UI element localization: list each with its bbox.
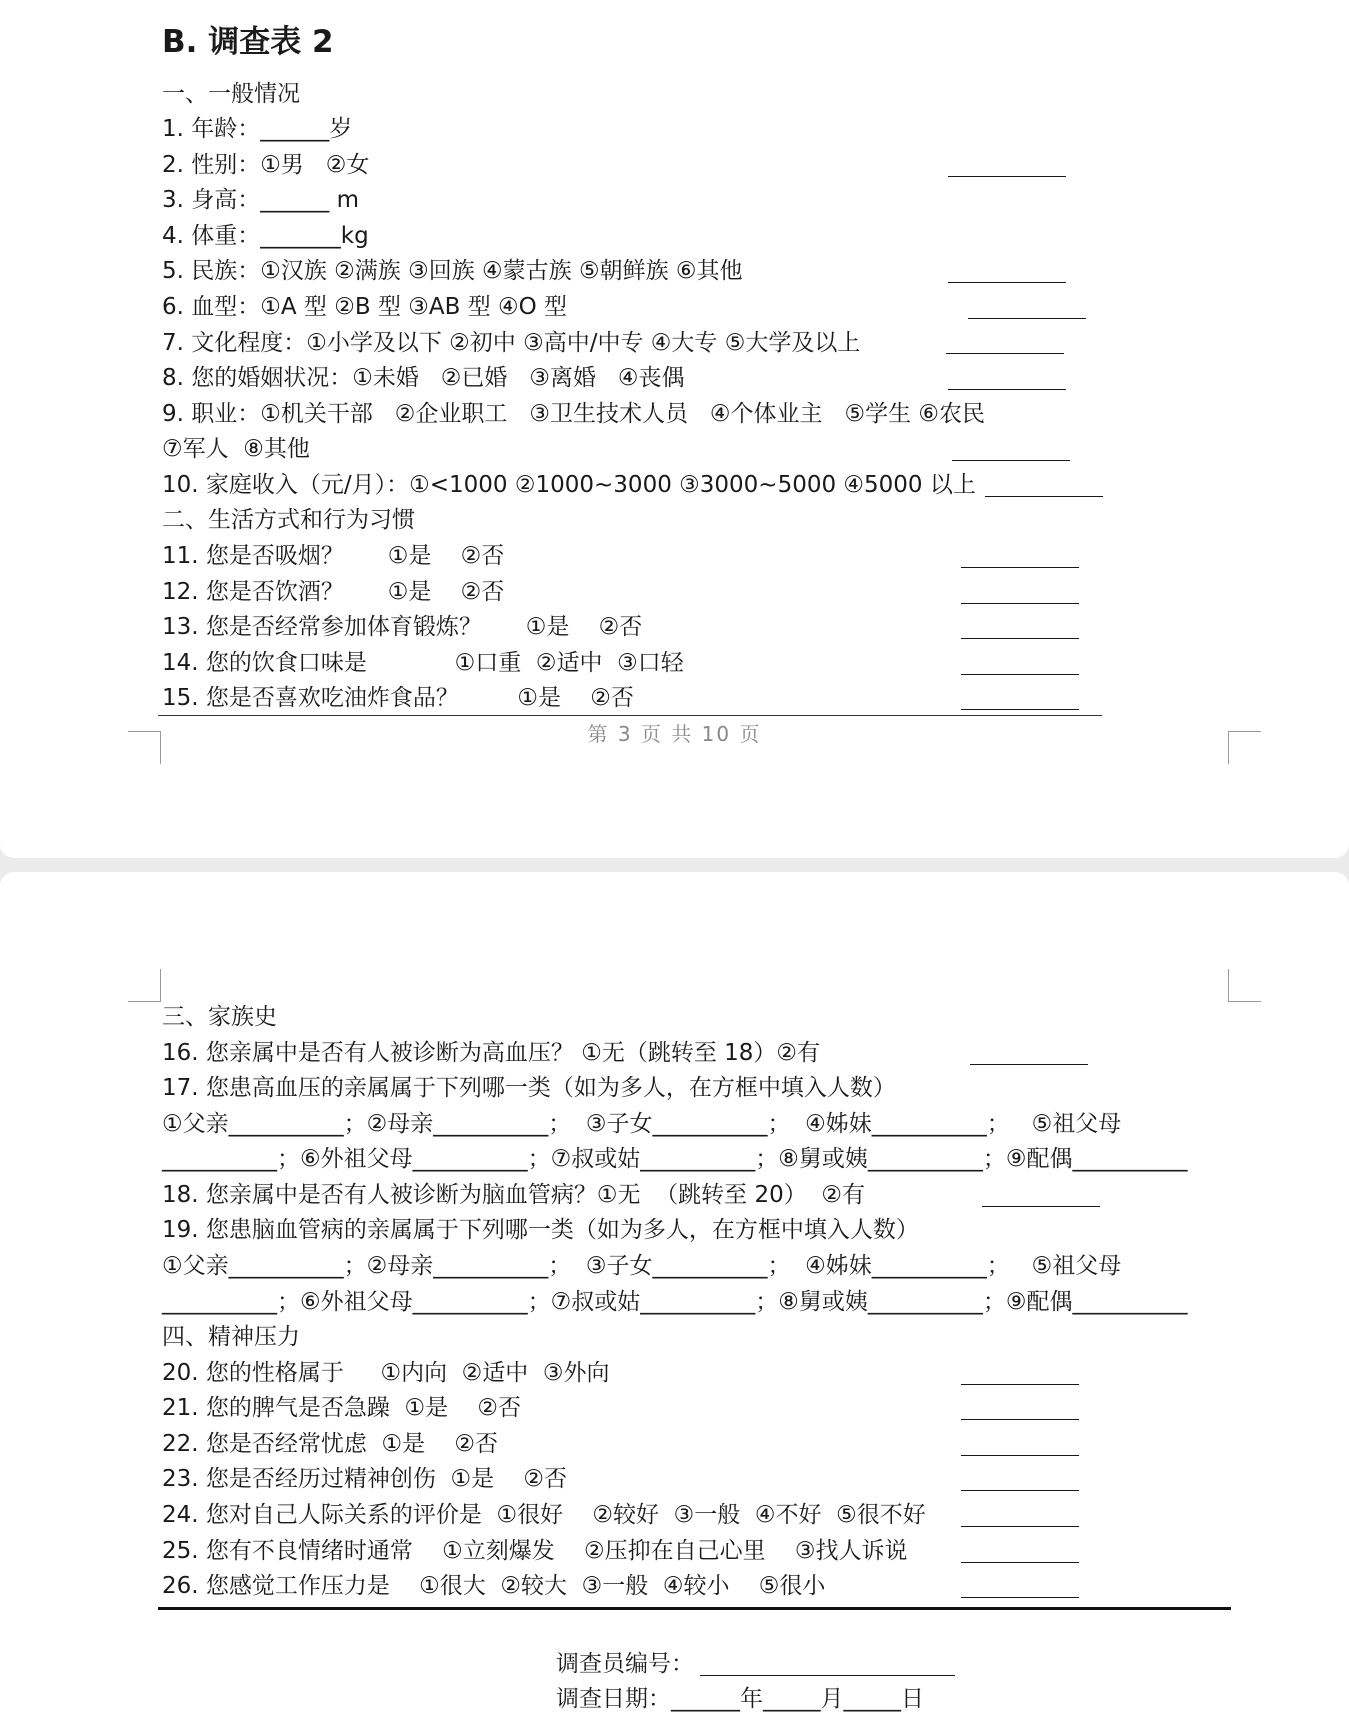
- answer-blank-11[interactable]: [961, 567, 1079, 568]
- question-19-options-2: __________；⑥外祖父母__________；⑦叔或姑__________；⑧舅或姨__________；⑨配偶__________: [162, 1289, 1188, 1315]
- question-13: 13. 您是否经常参加体育锻炼？ ①是 ②否: [162, 614, 643, 640]
- question-11: 11. 您是否吸烟？ ①是 ②否: [162, 543, 505, 569]
- question-15: 15. 您是否喜欢吃油炸食品？ ①是 ②否: [162, 685, 634, 711]
- section-heading-general: 一、一般情况: [162, 81, 300, 107]
- answer-blank-24[interactable]: [961, 1526, 1079, 1527]
- answer-blank-5[interactable]: [948, 282, 1066, 283]
- answer-blank-18[interactable]: [982, 1206, 1100, 1207]
- question-17-options-2: __________；⑥外祖父母__________；⑦叔或姑__________；⑧舅或姨__________；⑨配偶__________: [162, 1146, 1188, 1172]
- answer-blank-7[interactable]: [946, 353, 1064, 354]
- question-26: 26. 您感觉工作压力是 ①很大 ②较大 ③一般 ④较小 ⑤很小: [162, 1573, 826, 1599]
- question-24: 24. 您对自己人际关系的评价是 ①很好 ②较好 ③一般 ④不好 ⑤很不好: [162, 1502, 926, 1528]
- answer-blank-22[interactable]: [961, 1455, 1079, 1456]
- question-22: 22. 您是否经常忧虑 ①是 ②否: [162, 1431, 498, 1457]
- answer-blank-20[interactable]: [961, 1384, 1079, 1385]
- question-20: 20. 您的性格属于 ①内向 ②适中 ③外向: [162, 1360, 610, 1386]
- question-5: 5. 民族：①汉族 ②满族 ③回族 ④蒙古族 ⑤朝鲜族 ⑥其他: [162, 258, 743, 284]
- survey-date-field: 调查日期：______年_____月_____日: [556, 1686, 924, 1712]
- question-19-options-1: ①父亲__________；②母亲__________； ③子女__________； ④姊妹__________； ⑤祖父母: [162, 1253, 1122, 1279]
- answer-blank-12[interactable]: [961, 603, 1079, 604]
- answer-blank-26[interactable]: [961, 1597, 1079, 1598]
- section-heading-mental-stress: 四、精神压力: [162, 1324, 300, 1350]
- section-heading-family-history: 三、家族史: [162, 1004, 277, 1030]
- investigator-id-label: 调查员编号：: [556, 1651, 694, 1677]
- answer-blank-9[interactable]: [952, 460, 1070, 461]
- question-4: 4. 体重：_______kg: [162, 223, 369, 249]
- answer-blank-13[interactable]: [961, 638, 1079, 639]
- page-title: B. 调查表 2: [162, 24, 334, 60]
- question-21: 21. 您的脾气是否急躁 ①是 ②否: [162, 1395, 521, 1421]
- question-8: 8. 您的婚姻状况：①未婚 ②已婚 ③离婚 ④丧偶: [162, 365, 685, 391]
- answer-blank-15[interactable]: [961, 709, 1079, 710]
- question-3: 3. 身高：______ m: [162, 187, 359, 213]
- question-19: 19. 您患脑血管病的亲属属于下列哪一类（如为多人，在方框中填入人数）: [162, 1217, 919, 1243]
- document-page-3: [0, 0, 1349, 858]
- question-17-options-1: ①父亲__________；②母亲__________； ③子女__________； ④姊妹__________； ⑤祖父母: [162, 1111, 1122, 1137]
- question-6: 6. 血型：①A 型 ②B 型 ③AB 型 ④O 型: [162, 294, 568, 320]
- question-16: 16. 您亲属中是否有人被诊断为高血压？ ①无（跳转至 18）②有: [162, 1040, 821, 1066]
- margin-corner-mark: [1228, 731, 1261, 764]
- answer-blank-10[interactable]: [985, 496, 1103, 497]
- question-9-line-1: 9. 职业：①机关干部 ②企业职工 ③卫生技术人员 ④个体业主 ⑤学生 ⑥农民: [162, 401, 986, 427]
- footer-divider: [158, 715, 1102, 716]
- margin-corner-mark: [1228, 969, 1261, 1002]
- section-heading-lifestyle: 二、生活方式和行为习惯: [162, 507, 415, 533]
- answer-blank-14[interactable]: [961, 674, 1079, 675]
- question-18: 18. 您亲属中是否有人被诊断为脑血管病？①无 （跳转至 20） ②有: [162, 1182, 865, 1208]
- answer-blank-8[interactable]: [948, 389, 1066, 390]
- question-12: 12. 您是否饮酒？ ①是 ②否: [162, 579, 505, 605]
- question-17: 17. 您患高血压的亲属属于下列哪一类（如为多人，在方框中填入人数）: [162, 1075, 896, 1101]
- margin-corner-mark: [128, 969, 161, 1002]
- section-end-divider: [158, 1607, 1231, 1610]
- question-23: 23. 您是否经历过精神创伤 ①是 ②否: [162, 1466, 567, 1492]
- answer-blank-16[interactable]: [970, 1064, 1088, 1065]
- question-9-line-2: ⑦军人 ⑧其他: [162, 436, 310, 462]
- question-1: 1. 年龄：______岁: [162, 116, 353, 142]
- question-14: 14. 您的饮食口味是 ①口重 ②适中 ③口轻: [162, 650, 684, 676]
- investigator-id-blank[interactable]: [700, 1675, 955, 1676]
- answer-blank-23[interactable]: [961, 1490, 1079, 1491]
- question-7: 7. 文化程度：①小学及以下 ②初中 ③高中/中专 ④大专 ⑤大学及以上: [162, 330, 861, 356]
- answer-blank-25[interactable]: [961, 1562, 1079, 1563]
- question-25: 25. 您有不良情绪时通常 ①立刻爆发 ②压抑在自己心里 ③找人诉说: [162, 1538, 908, 1564]
- answer-blank-6[interactable]: [968, 318, 1086, 319]
- margin-corner-mark: [128, 731, 161, 764]
- document-page-4: [0, 872, 1349, 1727]
- question-2: 2. 性别：①男 ②女: [162, 152, 370, 178]
- page-number: 第 3 页 共 10 页: [587, 722, 762, 746]
- question-10: 10. 家庭收入（元/月）：①<1000 ②1000~3000 ③3000~5000 ④5000 以上: [162, 472, 976, 498]
- answer-blank-2[interactable]: [948, 176, 1066, 177]
- answer-blank-21[interactable]: [961, 1419, 1079, 1420]
